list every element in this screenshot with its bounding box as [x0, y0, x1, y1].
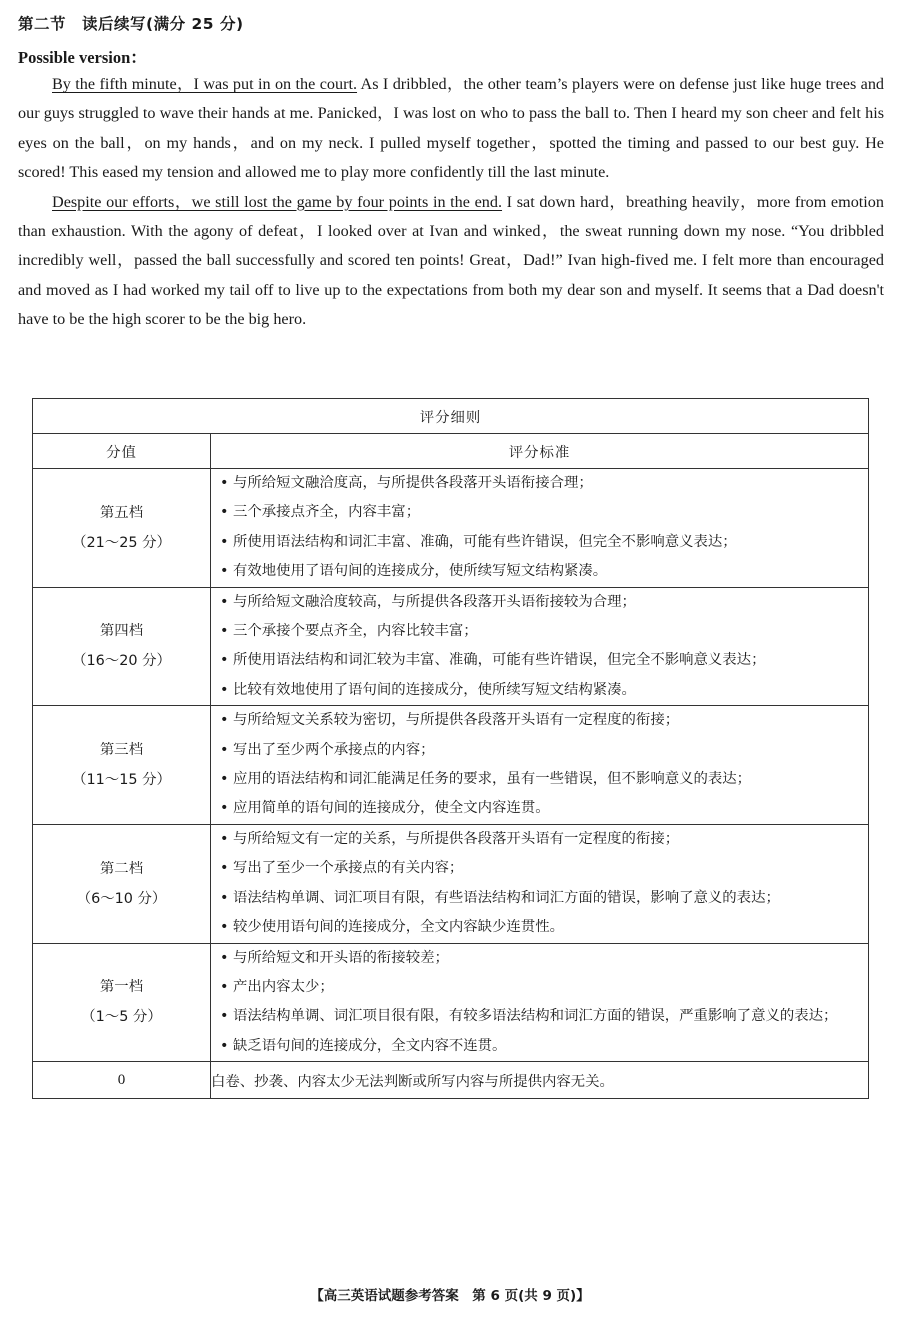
rubric-level-row: [33, 706, 869, 825]
rubric-title: 评分细则: [33, 399, 869, 434]
criterion-item: [211, 588, 868, 617]
rubric-level-row: [33, 469, 869, 588]
bullet-icon: •: [220, 652, 229, 669]
level-name: 第四档: [99, 623, 144, 640]
criterion-item: [211, 557, 868, 586]
rubric-zero-row: [33, 1062, 869, 1099]
criterion-item: [211, 736, 868, 765]
rubric-header-row: [33, 434, 869, 469]
zero-score-cell: 0: [33, 1062, 211, 1099]
essay-paragraph-2: [18, 188, 884, 335]
level-criteria-cell: [211, 706, 869, 825]
criterion-item: [211, 825, 868, 854]
paragraph-2-body: I sat down hard，breathing heavily，more from emotion than exhaustion. With the agony of defeat，I looked over at Ivan and winked，the sweat running down my nose. “You dribbled incredibly well，passed the ball successfully and scored ten points! Great，Dad!” Ivan high-fived me. I felt more than encouraged and moved as I had worked my tail off to live up to the expectations from both my dear son and myself. It seems that a Dad doesn't have to be the high scorer to be the big hero.: [18, 192, 884, 329]
criterion-item: [211, 1002, 868, 1031]
criterion-text: 较少使用语句间的连接成分，全文内容缺少连贯性。: [233, 919, 564, 936]
bullet-icon: •: [220, 681, 229, 698]
level-name: 第一档: [99, 979, 144, 996]
criterion-item: [211, 617, 868, 646]
criterion-text: 语法结构单调、词汇项目有限，有些语法结构和词汇方面的错误，影响了意义的表达；: [233, 889, 780, 906]
criterion-text: 产出内容太少；: [233, 978, 334, 995]
paragraph-2-opening: Despite our efforts，we still lost the game by four points in the end.: [52, 192, 503, 211]
bullet-icon: •: [220, 563, 229, 580]
criterion-item: [211, 973, 868, 1002]
level-score-cell: [33, 824, 211, 943]
criterion-text: 所使用语法结构和词汇丰富、准确，可能有些许错误，但完全不影响意义表达；: [233, 533, 737, 550]
criterion-item: [211, 765, 868, 794]
level-score-cell: [33, 469, 211, 588]
criterion-text: 缺乏语句间的连接成分，全文内容不连贯。: [233, 1037, 507, 1054]
rubric-level-row: [33, 824, 869, 943]
level-score-cell: [33, 706, 211, 825]
bullet-icon: •: [220, 623, 229, 640]
level-criteria-cell: [211, 587, 869, 706]
criterion-item: [211, 676, 868, 705]
section-title: 第二节 读后续写(满分 25 分): [18, 15, 244, 33]
criterion-text: 所使用语法结构和词汇较为丰富、准确，可能有些许错误，但完全不影响意义表达；: [233, 652, 766, 669]
criterion-text: 写出了至少一个承接点的有关内容；: [233, 860, 464, 877]
essay-paragraph-1: [18, 70, 884, 188]
possible-version-label: Possible version：: [18, 48, 147, 67]
page-footer: 【高三英语试题参考答案 第 6 页(共 9 页)】: [310, 1288, 590, 1304]
rubric-level-row: [33, 943, 869, 1062]
scoring-rubric-table: [32, 398, 869, 1099]
paragraph-1-opening: By the fifth minute，I was put in on the court.: [52, 75, 358, 93]
bullet-icon: •: [220, 800, 229, 817]
criterion-text: 应用的语法结构和词汇能满足任务的要求，虽有一些错误，但不影响意义的表达；: [233, 771, 752, 788]
criterion-item: [211, 794, 868, 823]
bullet-icon: •: [220, 533, 229, 550]
bullet-icon: •: [220, 860, 229, 877]
zero-criteria-cell: 白卷、抄袭、内容太少无法判断或所写内容与所提供内容无关。: [211, 1062, 869, 1099]
level-score-cell: [33, 587, 211, 706]
bullet-icon: •: [220, 771, 229, 788]
bullet-icon: •: [220, 949, 229, 966]
criterion-text: 与所给短文融洽度高，与所提供各段落开头语衔接合理；: [233, 475, 593, 491]
bullet-icon: •: [220, 504, 229, 521]
rubric-title-row: [33, 399, 869, 434]
criterion-text: 比较有效地使用了语句间的连接成分，使所续写短文结构紧凑。: [233, 681, 636, 698]
level-criteria-cell: [211, 469, 869, 588]
rubric-level-row: [33, 587, 869, 706]
level-name: 第五档: [99, 504, 144, 521]
criterion-item: [211, 1032, 868, 1061]
criterion-item: [211, 528, 868, 557]
criterion-item: [211, 498, 868, 527]
model-essay: [18, 70, 884, 335]
level-range: （1～5 分）: [81, 1009, 162, 1026]
criterion-text: 有效地使用了语句间的连接成分，使所续写短文结构紧凑。: [233, 563, 608, 580]
level-score-cell: [33, 943, 211, 1062]
column-header-score: 分值: [33, 434, 211, 469]
bullet-icon: •: [220, 1037, 229, 1054]
criterion-text: 与所给短文有一定的关系，与所提供各段落开头语有一定程度的衔接；: [233, 830, 680, 847]
criterion-text: 应用简单的语句间的连接成分，使全文内容连贯。: [233, 800, 550, 817]
level-range: （11～15 分）: [72, 772, 171, 789]
bullet-icon: •: [220, 919, 229, 936]
column-header-criteria: 评分标准: [211, 434, 869, 469]
level-name: 第三档: [99, 742, 144, 759]
level-range: （16～20 分）: [72, 653, 171, 670]
criterion-item: [211, 944, 868, 973]
bullet-icon: •: [220, 889, 229, 906]
criterion-text: 三个承接点齐全，内容丰富；: [233, 504, 421, 521]
criterion-text: 与所给短文和开头语的衔接较差；: [233, 949, 449, 966]
criterion-item: [211, 854, 868, 883]
criterion-item: [211, 884, 868, 913]
criterion-text: 语法结构单调、词汇项目很有限，有较多语法结构和词汇方面的错误，严重影响了意义的表达；: [233, 1008, 838, 1025]
criterion-text: 写出了至少两个承接点的内容；: [233, 741, 435, 758]
criterion-item: [211, 913, 868, 942]
bullet-icon: •: [220, 475, 229, 491]
criterion-item: [211, 469, 868, 498]
level-criteria-cell: [211, 824, 869, 943]
bullet-icon: •: [220, 978, 229, 995]
bullet-icon: •: [220, 1008, 229, 1025]
paragraph-1-body: As I dribbled，the other team’s players were on defense just like huge trees and our guys struggled to wave their hands at me. Panicked，I was lost on who to pass the ball to. Then I heard my son cheer and felt his eyes on the ball，on my hands，and on my neck. I pulled myself together，spotted the timing and passed to our best guy. He scored! This eased my tension and allowed me to play more confidently till the last minute.: [18, 75, 885, 182]
bullet-icon: •: [220, 830, 229, 847]
level-name: 第二档: [99, 860, 144, 877]
criterion-item: [211, 646, 868, 675]
criterion-text: 与所给短文关系较为密切，与所提供各段落开头语有一定程度的衔接；: [233, 712, 680, 729]
criterion-text: 与所给短文融洽度较高，与所提供各段落开头语衔接较为合理；: [233, 593, 636, 610]
criterion-item: [211, 706, 868, 735]
bullet-icon: •: [220, 593, 229, 610]
level-range: （6～10 分）: [76, 890, 167, 907]
bullet-icon: •: [220, 741, 229, 758]
level-criteria-cell: [211, 943, 869, 1062]
bullet-icon: •: [220, 712, 229, 729]
criterion-text: 三个承接个要点齐全，内容比较丰富；: [233, 623, 478, 640]
level-range: （21～25 分）: [72, 534, 171, 551]
